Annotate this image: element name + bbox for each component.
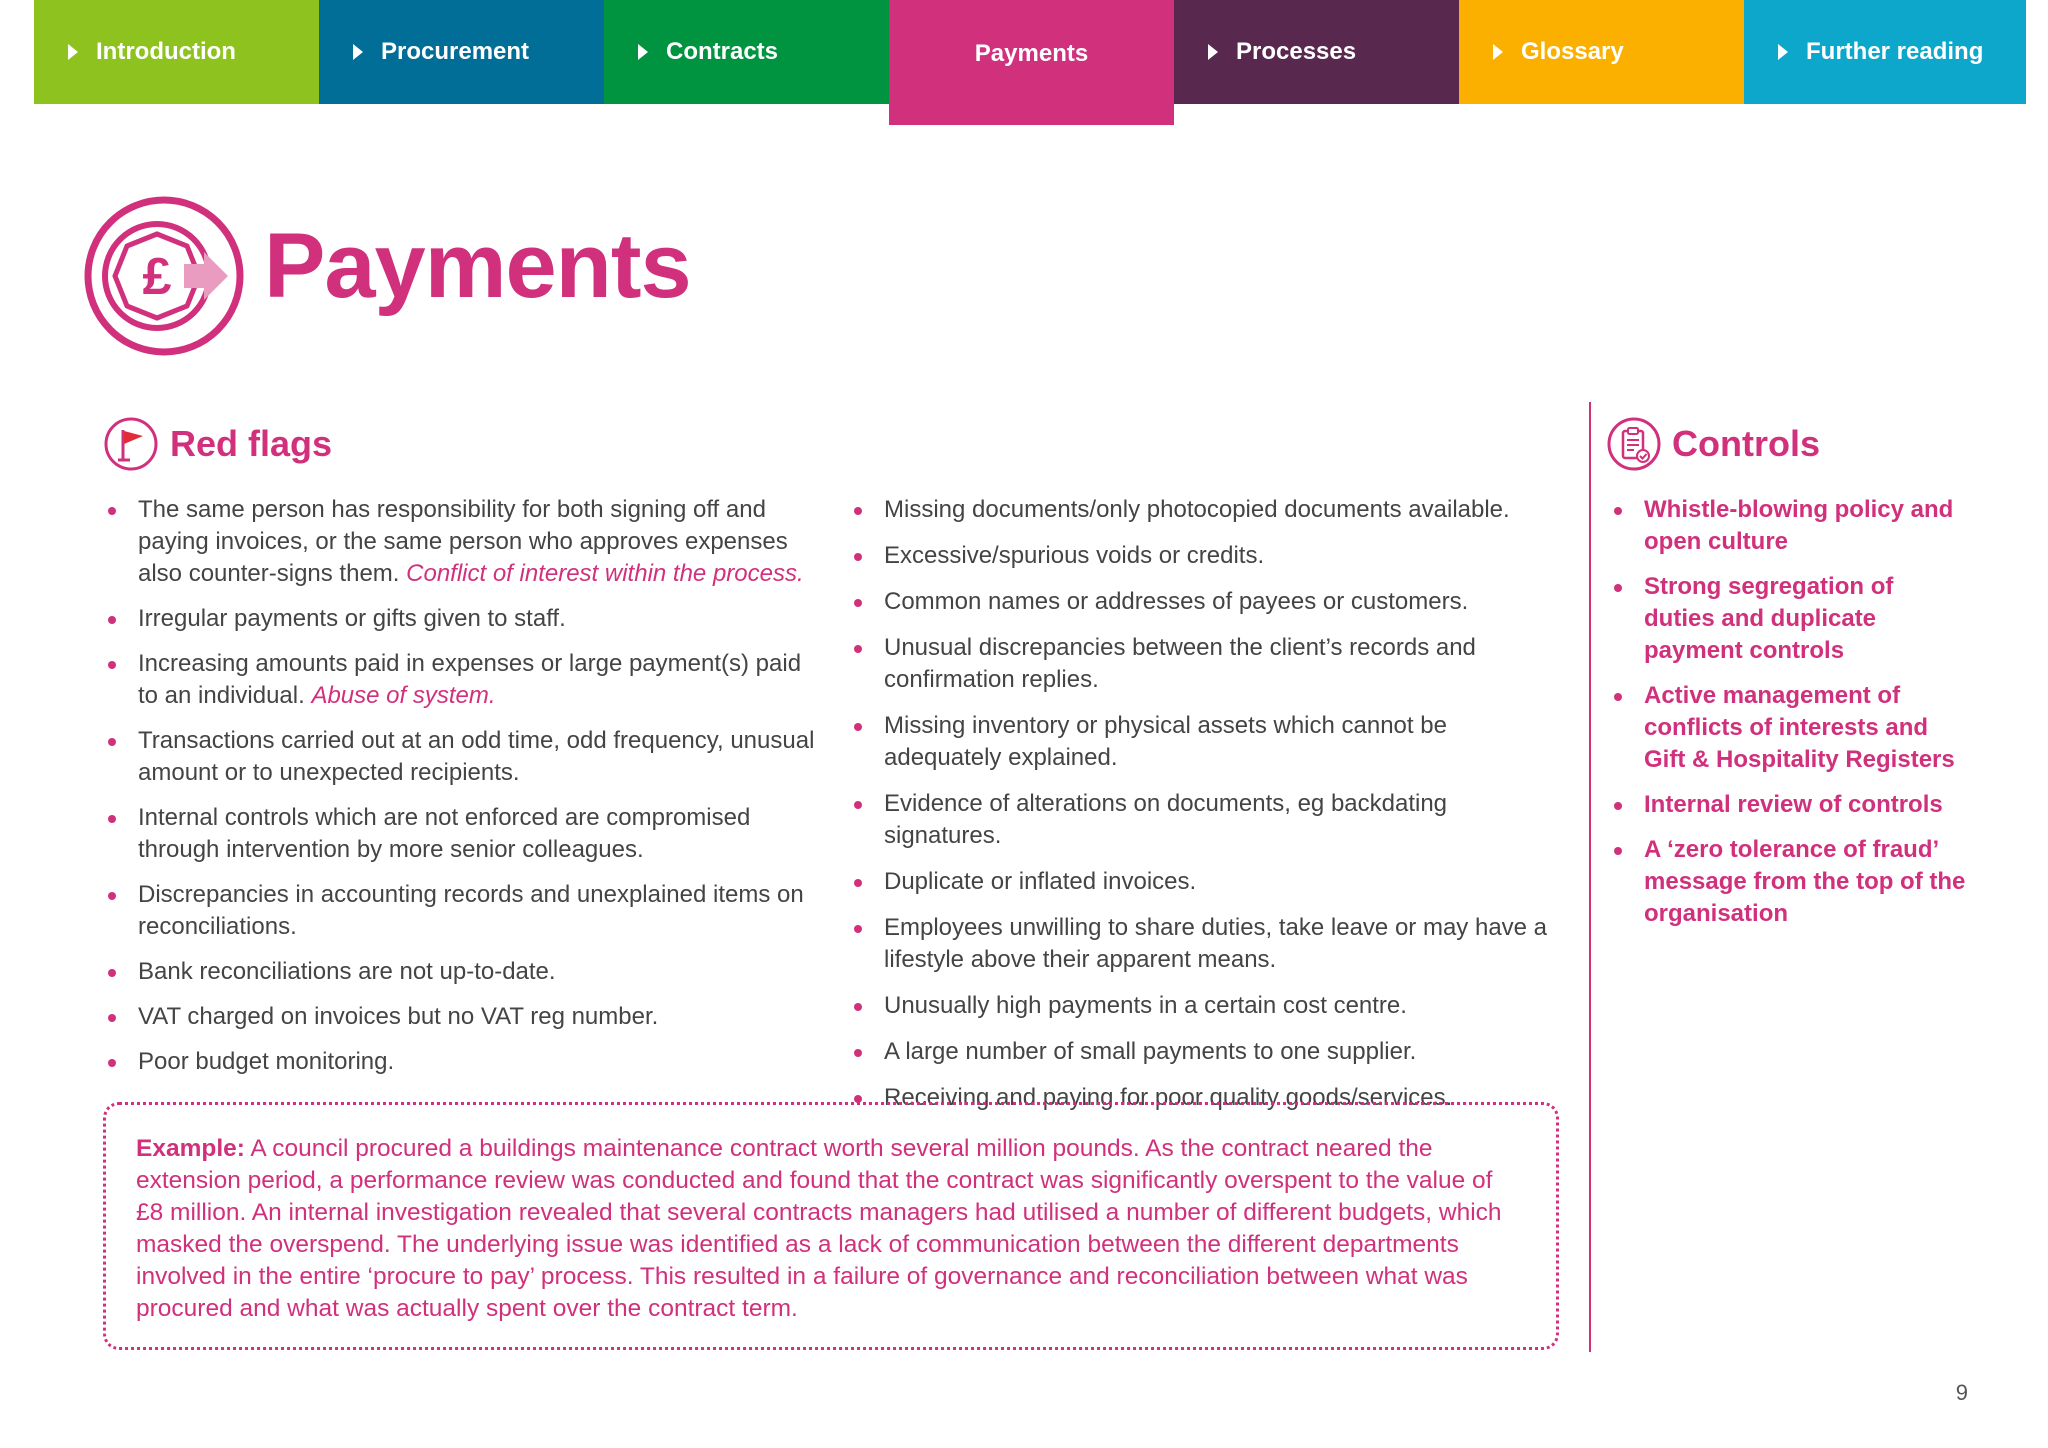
- list-item: [104, 802, 824, 866]
- list-item: Unusually high payments in a certain cost centre.: [850, 990, 1570, 1022]
- item-text: Bank reconciliations are not up-to-date.: [138, 958, 556, 985]
- list-item: [104, 1046, 824, 1078]
- item-text: VAT charged on invoices but no VAT reg number.: [138, 1003, 659, 1030]
- list-item: Common names or addresses of payees or customers.: [850, 586, 1570, 618]
- tab-further-reading[interactable]: [1744, 0, 2026, 104]
- example-text: A council procured a buildings maintenance contract worth several million pounds. As the contract neared the extension period, a performance review was conducted and found that the contract was significantly overspent to the value of £8 million. An internal investigation revealed that several contracts managers had utilised a number of different budgets, which masked the overspend. The underlying issue was identified as a lack of communication between the different departments involved in the entire ‘procure to pay’ process. This resulted in a failure of governance and reconciliation between what was procured and what was actually spent over the contract term.: [136, 1135, 1502, 1322]
- list-item: [104, 648, 824, 712]
- play-arrow-icon: [1493, 44, 1503, 60]
- item-text: Internal controls which are not enforced are compromised through intervention by more senior colleagues.: [138, 804, 751, 863]
- list-item: [104, 879, 824, 943]
- red-flag-icon: [103, 416, 159, 472]
- play-arrow-icon: [638, 44, 648, 60]
- list-item: Active management of conflicts of interests and Gift & Hospitality Registers: [1610, 680, 1970, 776]
- controls-list: [1610, 494, 1970, 943]
- play-arrow-icon: [1778, 44, 1788, 60]
- list-item: Strong segregation of duties and duplicate payment controls: [1610, 571, 1970, 667]
- tab-label: Glossary: [1521, 38, 1624, 65]
- list-item: [104, 725, 824, 789]
- list-item: Unusual discrepancies between the client’s records and confirmation replies.: [850, 632, 1570, 696]
- tab-contracts[interactable]: [604, 0, 889, 104]
- controls-heading: Controls: [1672, 423, 1820, 464]
- page-title: Payments: [264, 215, 691, 317]
- tab-payments[interactable]: [889, 0, 1174, 125]
- red-flags-heading: Red flags: [170, 423, 333, 464]
- item-emphasis: Conflict of interest within the process.: [406, 560, 804, 587]
- example-callout: [103, 1102, 1559, 1350]
- tab-label: Contracts: [666, 38, 779, 65]
- list-item: Receiving and paying for poor quality goods/services.: [850, 1082, 1570, 1114]
- red-flags-list-column-2: [850, 494, 1570, 1128]
- list-item: Evidence of alterations on documents, eg backdating signatures.: [850, 788, 1570, 852]
- tab-label: Procurement: [381, 38, 530, 65]
- item-text: Discrepancies in accounting records and unexplained items on reconciliations.: [138, 881, 804, 940]
- svg-text:£: £: [142, 248, 172, 306]
- tab-label: Processes: [1236, 38, 1357, 65]
- list-item: Missing inventory or physical assets which cannot be adequately explained.: [850, 710, 1570, 774]
- play-arrow-icon: [1208, 44, 1218, 60]
- list-item: A ‘zero tolerance of fraud’ message from the top of the organisation: [1610, 834, 1970, 930]
- list-item: Excessive/spurious voids or credits.: [850, 540, 1570, 572]
- list-item: A large number of small payments to one supplier.: [850, 1036, 1570, 1068]
- item-text: Irregular payments or gifts given to staff.: [138, 605, 566, 632]
- list-item: Duplicate or inflated invoices.: [850, 866, 1570, 898]
- column-divider: [1589, 402, 1591, 1352]
- list-item: Internal review of controls: [1610, 789, 1970, 821]
- tab-label: Introduction: [96, 38, 236, 65]
- item-text: Increasing amounts paid in expenses or large payment(s) paid to an individual.: [138, 650, 802, 709]
- item-text: The same person has responsibility for both signing off and paying invoices, or the same person who approves expenses also counter-signs them.: [138, 496, 788, 587]
- list-item: Whistle-blowing policy and open culture: [1610, 494, 1970, 558]
- item-text: Poor budget monitoring.: [138, 1048, 395, 1075]
- play-arrow-icon: [353, 44, 363, 60]
- play-arrow-icon: [68, 44, 78, 60]
- item-text: Transactions carried out at an odd time, odd frequency, unusual amount or to unexpected recipients.: [138, 727, 815, 786]
- list-item: [104, 603, 824, 635]
- list-item: Missing documents/only photocopied documents available.: [850, 494, 1570, 526]
- page-number: 9: [1955, 1380, 1968, 1405]
- clipboard-check-icon: [1606, 416, 1662, 472]
- tab-label: Further reading: [1806, 38, 1984, 65]
- example-label: Example:: [136, 1135, 245, 1162]
- tab-processes[interactable]: [1174, 0, 1459, 104]
- tab-introduction[interactable]: [34, 0, 319, 104]
- item-emphasis: Abuse of system.: [311, 682, 496, 709]
- tab-procurement[interactable]: [319, 0, 604, 104]
- section-tabs: [34, 0, 2026, 125]
- red-flags-list-column-1: [104, 494, 824, 1091]
- list-item: [104, 494, 824, 590]
- tab-label: Payments: [974, 40, 1089, 67]
- list-item: [104, 956, 824, 988]
- list-item: Employees unwilling to share duties, take leave or may have a lifestyle above their apparent means.: [850, 912, 1570, 976]
- tab-glossary[interactable]: [1459, 0, 1744, 104]
- list-item: [104, 1001, 824, 1033]
- pound-payment-icon: [82, 194, 246, 358]
